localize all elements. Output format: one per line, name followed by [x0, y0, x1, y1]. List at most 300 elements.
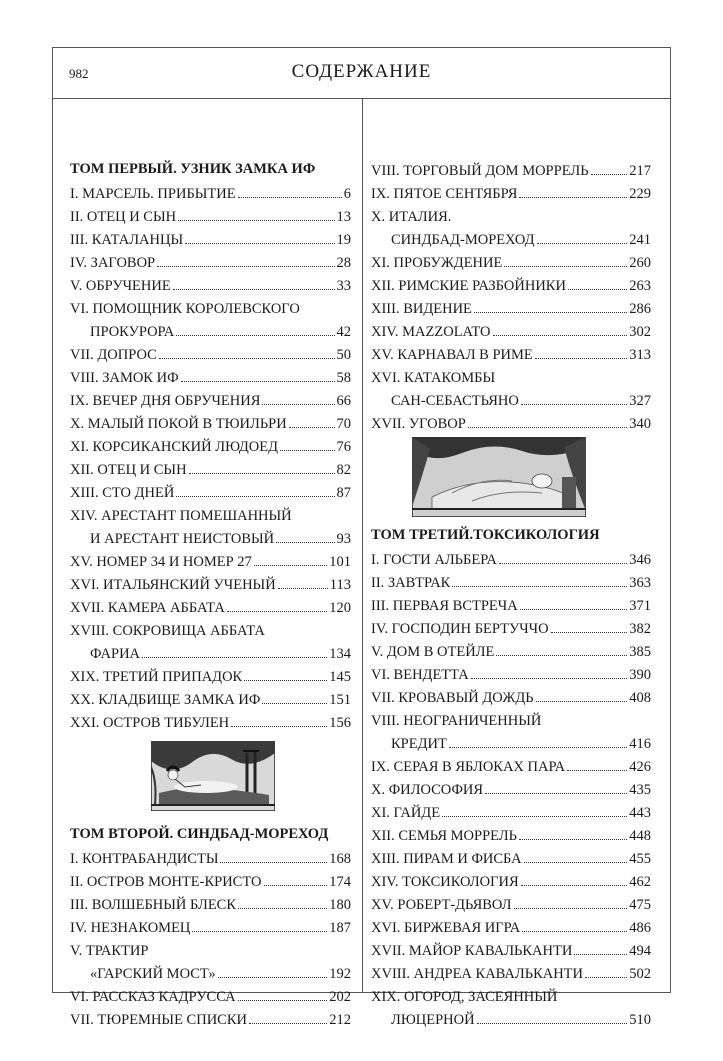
dot-leader: [504, 265, 627, 267]
chapter-title: XV. НОМЕР 34 И НОМЕР 27: [70, 554, 252, 570]
chapter-title: XVII. УГОВОР: [371, 416, 466, 432]
page-frame: [52, 47, 671, 1028]
toc-line: [371, 733, 651, 756]
toc-line: [371, 894, 651, 917]
chapter-page-number: 340: [629, 416, 651, 432]
dot-leader: [499, 562, 627, 564]
volume-title: ТОМ ПЕРВЫЙ. УЗНИК ЗАМКА ИФ: [70, 161, 316, 177]
toc-entry: [371, 549, 651, 572]
dot-leader: [157, 265, 334, 267]
chapter-title: X. ИТАЛИЯ.: [371, 209, 452, 225]
chapter-page-number: 263: [629, 278, 651, 294]
dot-leader: [192, 930, 327, 932]
chapter-title: X. ФИЛОСОФИЯ: [371, 782, 484, 798]
toc-line: [371, 344, 651, 367]
toc-entry: [371, 848, 651, 871]
dot-leader: [442, 815, 627, 817]
chapter-page-number: 156: [329, 715, 351, 731]
chapter-title: IV. ГОСПОДИН БЕРТУЧЧО: [371, 621, 549, 637]
toc-entry: [371, 618, 651, 641]
chapter-page-number: 327: [629, 393, 651, 409]
chapter-title: VI. РАССКАЗ КАДРУССА: [70, 989, 236, 1005]
chapter-title: XVI. ИТАЛЬЯНСКИЙ УЧЕНЫЙ: [70, 577, 276, 593]
chapter-title: XIV. АРЕСТАНТ ПОМЕШАННЫЙ: [70, 508, 292, 524]
toc-entry: [371, 321, 651, 344]
toc-line: [70, 321, 351, 344]
toc-line: [371, 160, 651, 183]
toc-entry: [70, 848, 351, 871]
chapter-title: XV. РОБЕРТ-ДЬЯВОЛ: [371, 897, 512, 913]
page-header: [53, 48, 670, 99]
dot-leader: [173, 288, 335, 290]
toc-entry: [371, 664, 651, 687]
toc-line: [70, 367, 351, 390]
dot-leader: [218, 976, 328, 978]
toc-entry: [371, 894, 651, 917]
dot-leader: [452, 585, 627, 587]
toc-entry: [70, 894, 351, 917]
dot-leader: [238, 196, 342, 198]
toc-entry: [70, 871, 351, 894]
toc-line: [70, 482, 351, 505]
dot-leader: [568, 288, 627, 290]
toc-line: [70, 229, 351, 252]
chapter-page-number: 33: [336, 278, 351, 294]
toc-line: [371, 321, 651, 344]
dot-leader: [176, 495, 334, 497]
toc-line: [371, 779, 651, 802]
toc-line: [371, 572, 651, 595]
toc-line: [70, 528, 351, 551]
toc-entry: [371, 779, 651, 802]
toc-line: [70, 574, 351, 597]
toc-entry: [371, 825, 651, 848]
chapter-page-number: 113: [329, 577, 351, 593]
toc-entry: [70, 413, 351, 436]
dot-leader: [238, 907, 327, 909]
toc-line: [371, 940, 651, 963]
chapter-page-number: 408: [629, 690, 651, 706]
chapter-title: I. КОНТРАБАНДИСТЫ: [70, 851, 219, 867]
chapter-title: VII. КРОВАВЫЙ ДОЖДЬ: [371, 690, 534, 706]
chapter-page-number: 448: [629, 828, 651, 844]
dot-leader: [591, 173, 628, 175]
chapter-title: XII. ОТЕЦ И СЫН: [70, 462, 187, 478]
toc-entry: [70, 206, 351, 229]
toc-line: [70, 620, 351, 643]
toc-entry: [371, 206, 651, 252]
toc-entry: [371, 871, 651, 894]
toc-line: [70, 459, 351, 482]
chapter-title: X. МАЛЫЙ ПОКОЙ В ТЮИЛЬРИ: [70, 416, 287, 432]
chapter-title: III. ВОЛШЕБНЫЙ БЛЕСК: [70, 897, 237, 913]
toc-entry: [371, 160, 651, 183]
toc-entry: [371, 641, 651, 664]
toc-entry: [371, 802, 651, 825]
toc-line: [70, 1009, 351, 1032]
chapter-title: XX. КЛАДБИЩЕ ЗАМКА ИФ: [70, 692, 261, 708]
toc-entry: [371, 710, 651, 756]
chapter-title: V. ОБРУЧЕНИЕ: [70, 278, 171, 294]
chapter-title: XVIII. СОКРОВИЩА АББАТА: [70, 623, 265, 639]
chapter-title: II. ОСТРОВ МОНТЕ-КРИСТО: [70, 874, 262, 890]
toc-line: [70, 436, 351, 459]
toc-entry: [70, 390, 351, 413]
chapter-page-number: 13: [336, 209, 351, 225]
chapter-title: КРЕДИТ: [391, 736, 447, 752]
chapter-page-number: 363: [629, 575, 651, 591]
toc-entry: [70, 505, 351, 551]
toc-line: [70, 390, 351, 413]
toc-line: [371, 802, 651, 825]
toc-line: [371, 275, 651, 298]
dot-leader: [178, 219, 334, 221]
dot-leader: [276, 541, 334, 543]
chapter-page-number: 502: [629, 966, 651, 982]
chapter-title: СИНДБАД-МОРЕХОД: [391, 232, 535, 248]
chapter-page-number: 6: [343, 186, 351, 202]
toc-entry: [70, 298, 351, 344]
toc-line: [371, 848, 651, 871]
toc-entry: [70, 1009, 351, 1032]
chapter-title: VIII. ТОРГОВЫЙ ДОМ МОРРЕЛЬ: [371, 163, 589, 179]
chapter-title: XIX. ТРЕТИЙ ПРИПАДОК: [70, 669, 243, 685]
toc-line: [371, 252, 651, 275]
toc-line: [371, 986, 651, 1009]
chapter-title: XII. СЕМЬЯ МОРРЕЛЬ: [371, 828, 517, 844]
chapter-title: IX. ВЕЧЕР ДНЯ ОБРУЧЕНИЯ: [70, 393, 261, 409]
toc-line: [70, 940, 351, 963]
chapter-page-number: 475: [629, 897, 651, 913]
toc-line: [371, 229, 651, 252]
chapter-page-number: 346: [629, 552, 651, 568]
chapter-page-number: 42: [336, 324, 351, 340]
toc-line: [70, 917, 351, 940]
chapter-title: XIII. СТО ДНЕЙ: [70, 485, 175, 501]
toc-line: [70, 344, 351, 367]
toc-entry: [70, 917, 351, 940]
toc-entry: [70, 183, 351, 206]
chapter-title: XIV. MAZZOLATO: [371, 324, 491, 340]
chapter-page-number: 50: [336, 347, 351, 363]
toc-line: [70, 597, 351, 620]
toc-entry: [70, 597, 351, 620]
toc-line: [70, 712, 351, 735]
dot-leader: [181, 380, 335, 382]
chapter-page-number: 87: [336, 485, 351, 501]
chapter-page-number: 302: [629, 324, 651, 340]
chapter-title: II. ОТЕЦ И СЫН: [70, 209, 177, 225]
chapter-title: САН-СЕБАСТЬЯНО: [391, 393, 519, 409]
dot-leader: [220, 861, 327, 863]
dot-leader: [176, 334, 334, 336]
toc-line: [371, 413, 651, 436]
dot-leader: [520, 608, 628, 610]
chapter-title: XVI. КАТАКОМБЫ: [371, 370, 496, 386]
toc-entry: [371, 940, 651, 963]
dot-leader: [485, 792, 627, 794]
chapter-page-number: 494: [629, 943, 651, 959]
toc-line: [70, 848, 351, 871]
chapter-page-number: 385: [629, 644, 651, 660]
chapter-title: ПРОКУРОРА: [90, 324, 175, 340]
toc-entry: [70, 436, 351, 459]
chapter-title: ЛЮЦЕРНОЙ: [391, 1012, 475, 1028]
toc-entry: [371, 252, 651, 275]
toc-line: [70, 551, 351, 574]
chapter-page-number: 426: [629, 759, 651, 775]
chapter-page-number: 286: [629, 301, 651, 317]
toc-list: [371, 160, 651, 436]
volume-title: ТОМ ТРЕТИЙ.ТОКСИКОЛОГИЯ: [371, 527, 600, 543]
chapter-title: XVIII. АНДРЕА КАВАЛЬКАНТИ: [371, 966, 584, 982]
chapter-title: II. ЗАВТРАК: [371, 575, 451, 591]
chapter-page-number: 70: [336, 416, 351, 432]
chapter-page-number: 462: [629, 874, 651, 890]
dot-leader: [551, 631, 628, 633]
chapter-page-number: 134: [329, 646, 351, 662]
chapter-title: VII. ТЮРЕМНЫЕ СПИСКИ: [70, 1012, 247, 1028]
dot-leader: [496, 654, 627, 656]
chapter-title: XI. ПРОБУЖДЕНИЕ: [371, 255, 503, 271]
toc-line: [70, 183, 351, 206]
toc-entry: [371, 756, 651, 779]
chapter-page-number: 93: [336, 531, 351, 547]
toc-line: [70, 986, 351, 1009]
chapter-page-number: 76: [336, 439, 351, 455]
chapter-page-number: 313: [629, 347, 651, 363]
dot-leader: [585, 976, 627, 978]
toc-entry: [70, 275, 351, 298]
toc-line: [70, 413, 351, 436]
dot-leader: [185, 242, 334, 244]
chapter-title: XXI. ОСТРОВ ТИБУЛЕН: [70, 715, 230, 731]
toc-line: [371, 710, 651, 733]
toc-line: [70, 505, 351, 528]
reclining-woman-illustration: [151, 741, 275, 811]
dot-leader: [521, 884, 628, 886]
toc-entry: [371, 413, 651, 436]
toc-line: [70, 894, 351, 917]
toc-entry: [371, 344, 651, 367]
chapter-title: XI. КОРСИКАНСКИЙ ЛЮДОЕД: [70, 439, 278, 455]
chapter-page-number: 192: [329, 966, 351, 982]
dot-leader: [477, 1022, 628, 1024]
toc-line: [371, 641, 651, 664]
toc-line: [70, 689, 351, 712]
toc-line: [371, 963, 651, 986]
chapter-page-number: 101: [329, 554, 351, 570]
chapter-title: IX. СЕРАЯ В ЯБЛОКАХ ПАРА: [371, 759, 566, 775]
toc-entry: [371, 595, 651, 618]
dot-leader: [280, 449, 335, 451]
toc-line: [371, 664, 651, 687]
dot-leader: [254, 564, 327, 566]
toc-line: [371, 917, 651, 940]
dot-leader: [474, 311, 627, 313]
dot-leader: [574, 953, 627, 955]
dot-leader: [249, 1022, 327, 1024]
chapter-title: VII. ДОПРОС: [70, 347, 157, 363]
toc-entry: [371, 275, 651, 298]
dot-leader: [522, 930, 627, 932]
chapter-title: И АРЕСТАНТ НЕИСТОВЫЙ: [90, 531, 275, 547]
chapter-page-number: 260: [629, 255, 651, 271]
chapter-page-number: 66: [336, 393, 351, 409]
chapter-page-number: 229: [629, 186, 651, 202]
toc-entry: [70, 666, 351, 689]
toc-entry: [70, 551, 351, 574]
dot-leader: [278, 587, 328, 589]
chapter-title: VI. ВЕНДЕТТА: [371, 667, 469, 683]
chapter-page-number: 174: [329, 874, 351, 890]
toc-entry: [70, 367, 351, 390]
chapter-title: III. КАТАЛАНЦЫ: [70, 232, 184, 248]
chapter-title: VIII. НЕОГРАНИЧЕННЫЙ: [371, 713, 542, 729]
chapter-title: XIV. ТОКСИКОЛОГИЯ: [371, 874, 519, 890]
column-divider: [362, 99, 363, 992]
chapter-title: XI. ГАЙДЕ: [371, 805, 441, 821]
chapter-title: VI. ПОМОЩНИК КОРОЛЕВСКОГО: [70, 301, 300, 317]
chapter-page-number: 120: [329, 600, 351, 616]
chapter-title: «ГАРСКИЙ МОСТ»: [90, 966, 216, 982]
toc-entry: [70, 940, 351, 986]
toc-entry: [70, 986, 351, 1009]
toc-entry: [70, 689, 351, 712]
chapter-title: XVI. БИРЖЕВАЯ ИГРА: [371, 920, 521, 936]
toc-line: [371, 298, 651, 321]
chapter-title: I. ГОСТИ АЛЬБЕРА: [371, 552, 497, 568]
toc-line: [371, 825, 651, 848]
toc-line: [70, 963, 351, 986]
chapter-title: XIII. ВИДЕНИЕ: [371, 301, 472, 317]
toc-line: [70, 298, 351, 321]
toc-entry: [371, 986, 651, 1032]
dot-leader: [524, 861, 628, 863]
toc-line: [70, 871, 351, 894]
chapter-page-number: 435: [629, 782, 651, 798]
dot-leader: [514, 907, 628, 909]
chapter-page-number: 19: [336, 232, 351, 248]
chapter-title: XIII. ПИРАМ И ФИСБА: [371, 851, 522, 867]
toc-entry: [70, 344, 351, 367]
toc-entry: [371, 367, 651, 413]
dot-leader: [493, 334, 628, 336]
toc-line: [70, 666, 351, 689]
toc-entry: [70, 712, 351, 735]
chapter-title: XVII. МАЙОР КАВАЛЬКАНТИ: [371, 943, 573, 959]
toc-line: [371, 183, 651, 206]
dot-leader: [449, 746, 627, 748]
chapter-title: XVII. КАМЕРА АББАТА: [70, 600, 225, 616]
chapter-page-number: 371: [629, 598, 651, 614]
chapter-title: IV. НЕЗНАКОМЕЦ: [70, 920, 191, 936]
chapter-page-number: 180: [329, 897, 351, 913]
toc-line: [371, 367, 651, 390]
chapter-title: V. ДОМ В ОТЕЙЛЕ: [371, 644, 495, 660]
toc-entry: [371, 183, 651, 206]
chapter-page-number: 455: [629, 851, 651, 867]
page-title: СОДЕРЖАНИЕ: [291, 61, 432, 82]
toc-entry: [70, 229, 351, 252]
chapter-page-number: 241: [629, 232, 651, 248]
chapter-title: XIX. ОГОРОД, ЗАСЕЯННЫЙ: [371, 989, 558, 1005]
dot-leader: [159, 357, 335, 359]
chapter-page-number: 145: [329, 669, 351, 685]
dot-leader: [521, 403, 627, 405]
dot-leader: [519, 196, 627, 198]
toc-line: [371, 549, 651, 572]
toc-line: [371, 390, 651, 413]
toc-entry: [371, 963, 651, 986]
dot-leader: [262, 403, 334, 405]
dot-leader: [227, 610, 327, 612]
dot-leader: [289, 426, 335, 428]
dot-leader: [537, 242, 628, 244]
chapter-title: III. ПЕРВАЯ ВСТРЕЧА: [371, 598, 518, 614]
page-number: 982: [69, 66, 89, 81]
chapter-page-number: 510: [629, 1012, 651, 1028]
toc-line: [371, 871, 651, 894]
chapter-title: ФАРИА: [90, 646, 141, 662]
toc-entry: [70, 252, 351, 275]
dot-leader: [238, 999, 328, 1001]
chapter-page-number: 82: [336, 462, 351, 478]
chapter-title: V. ТРАКТИР: [70, 943, 149, 959]
dot-leader: [471, 677, 627, 679]
dot-leader: [567, 769, 627, 771]
dot-leader: [262, 702, 327, 704]
chapter-title: IX. ПЯТОЕ СЕНТЯБРЯ: [371, 186, 518, 202]
chapter-page-number: 390: [629, 667, 651, 683]
toc-line: [70, 206, 351, 229]
chapter-title: VIII. ЗАМОК ИФ: [70, 370, 179, 386]
toc-entry: [70, 482, 351, 505]
chapter-page-number: 486: [629, 920, 651, 936]
toc-entry: [70, 574, 351, 597]
toc-entry: [371, 298, 651, 321]
dot-leader: [468, 426, 627, 428]
toc-line: [371, 687, 651, 710]
toc-entry: [371, 572, 651, 595]
chapter-page-number: 151: [329, 692, 351, 708]
sleeping-figure-illustration: [412, 437, 586, 517]
chapter-title: XII. РИМСКИЕ РАЗБОЙНИКИ: [371, 278, 566, 294]
chapter-page-number: 28: [336, 255, 351, 271]
toc-entry: [70, 459, 351, 482]
toc-list: [70, 183, 351, 735]
toc-entry: [371, 687, 651, 710]
chapter-page-number: 217: [629, 163, 651, 179]
dot-leader: [519, 838, 627, 840]
chapter-page-number: 416: [629, 736, 651, 752]
chapter-page-number: 212: [329, 1012, 351, 1028]
dot-leader: [244, 679, 327, 681]
toc-line: [70, 643, 351, 666]
toc-entry: [70, 620, 351, 666]
volume-title: ТОМ ВТОРОЙ. СИНДБАД-МОРЕХОД: [70, 826, 329, 842]
chapter-page-number: 443: [629, 805, 651, 821]
chapter-title: I. МАРСЕЛЬ. ПРИБЫТИЕ: [70, 186, 236, 202]
toc-list: [70, 848, 351, 1032]
dot-leader: [142, 656, 327, 658]
toc-line: [371, 595, 651, 618]
dot-leader: [535, 357, 628, 359]
toc-line: [371, 206, 651, 229]
toc-line: [371, 1009, 651, 1032]
chapter-page-number: 58: [336, 370, 351, 386]
dot-leader: [264, 884, 328, 886]
